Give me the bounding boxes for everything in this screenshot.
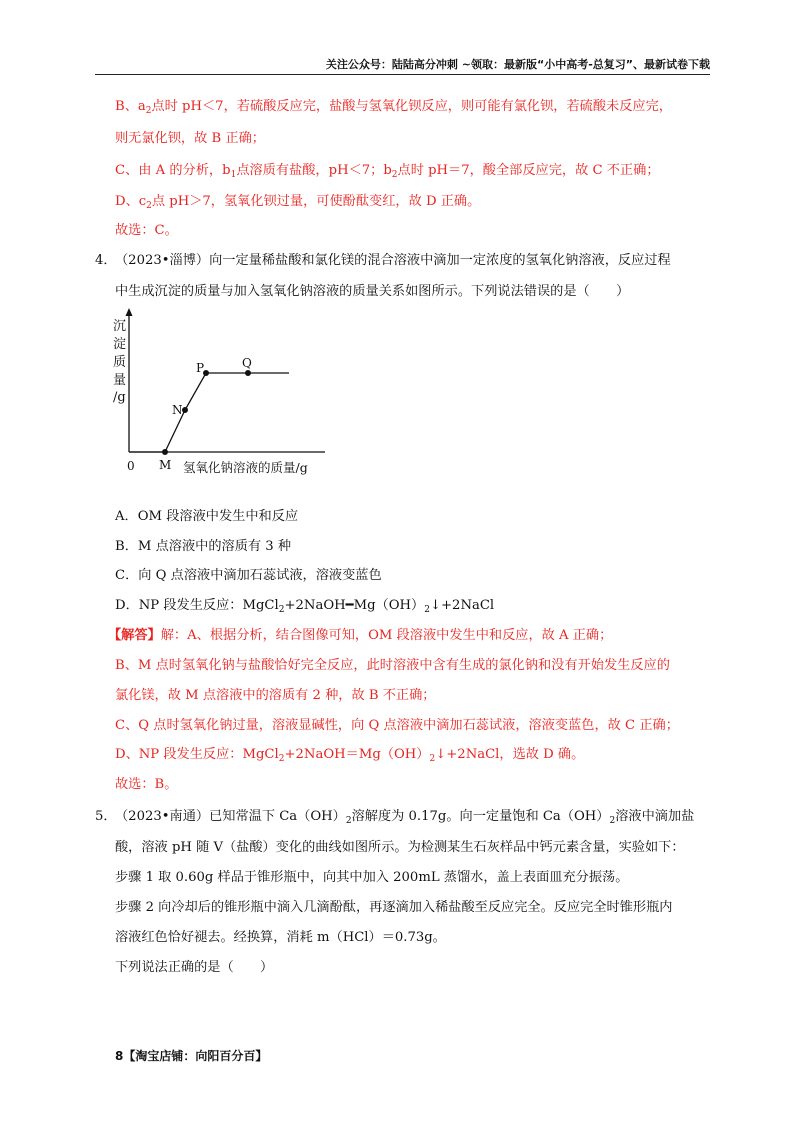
q4-stem-line1: （2023•淄博）向一定量稀盐酸和氯化镁的混合溶液中滴加一定浓度的氢氧化钠溶液，反应过程 xyxy=(115,253,671,268)
q4-answer-a: 【解答】解：A、根据分析，结合图像可知，OM 段溶液中发生中和反应，故 A 正确； xyxy=(108,628,613,643)
y-label-char-1: 沉 xyxy=(113,319,127,334)
sediment-curve xyxy=(129,373,289,452)
origin-label: 0 xyxy=(127,459,135,473)
point-n-label: N xyxy=(172,403,183,417)
prev-answer-b-line1: B、$a_2$点时 pH＜7，若硫酸反应完，盐酸与氢氧化钡反应，则可能有氯化钡，若硫酸未反应完， xyxy=(115,99,672,116)
prev-answer-c: C、由 A 的分析，$b_1$点溶质有盐酸，pH＜7；$b_2$点时 pH＝7，酸全部反应完，故 C 不正确； xyxy=(115,163,660,180)
y-label-char-3: 质 xyxy=(113,355,127,370)
q5-step1: 步骤 1 取 0.60g 样品于锥形瓶中，向其中加入 200mL 蒸馏水，盖上表面皿充分振荡。 xyxy=(115,870,629,885)
point-m-label: M xyxy=(159,458,172,472)
point-q xyxy=(245,370,251,376)
q4-option-b: B．M 点溶液中的溶质有 3 种 xyxy=(115,539,292,554)
prev-answer-d: D、$c_2$点 pH＞7，氢氧化钡过量，可使酚酞变红，故 D 正确。 xyxy=(115,194,481,211)
point-m xyxy=(162,449,168,455)
point-p-label: P xyxy=(196,361,205,375)
x-axis-label: 氢氧化钠溶液的质量/g xyxy=(183,460,308,475)
q4-answer-conclusion: 故选：B。 xyxy=(115,777,178,792)
y-label-char-5: /g xyxy=(113,390,126,405)
q4-number: 4． xyxy=(95,253,117,268)
y-label-char-4: 量 xyxy=(113,373,127,388)
q4-answer-b-line1: B、M 点时氢氧化钠与盐酸恰好完全反应，此时溶液中含有生成的氯化钠和没有开始发生反应的 xyxy=(115,658,670,673)
q5-prompt: 下列说法正确的是（ ） xyxy=(115,960,274,975)
q5-stem-line2: 酸，溶液 pH 随 V（盐酸）变化的曲线如图所示。为检测某生石灰样品中钙元素含量，实验如下： xyxy=(115,840,685,855)
point-n xyxy=(182,407,188,413)
q5-stem-line1: （2023•南通）已知常温下 $Ca(OH)_2$溶解度为 0.17g。向一定量饱和 $Ca(OH)_2$溶液中滴加盐 xyxy=(115,809,695,826)
page-header xyxy=(95,52,710,75)
q4-figure xyxy=(105,302,345,487)
q4-answer-d: D、NP 段发生反应：$MgCl_2+2NaOH=Mg(OH)_2↓+2NaCl$，选故 D 确。 xyxy=(115,747,585,764)
q4-option-c: C．向 Q 点溶液中滴加石蕊试液，溶液变蓝色 xyxy=(115,568,382,583)
prev-answer-conclusion: 故选：C。 xyxy=(115,223,178,238)
prev-answer-b-line2: 则无氯化钡，故 B 正确； xyxy=(115,131,265,146)
point-q-label: Q xyxy=(242,356,252,370)
y-axis-arrow xyxy=(126,308,133,316)
q5-step2-line2: 溶液红色恰好褪去。经换算，消耗 m（HCl）＝0.73g。 xyxy=(115,930,446,945)
q4-answer-b-line2: 氯化镁，故 M 点溶液中的溶质有 2 种，故 B 不正确； xyxy=(115,688,436,703)
header-text: 关注公众号：陆陆高分冲刺 ~领取：最新版“小中高考-总复习”、最新试卷下载 xyxy=(325,58,710,71)
page-footer: 8【淘宝店铺：向阳百分百】 xyxy=(115,1049,268,1063)
q4-answer-c: C、Q 点时氢氧化钠过量，溶液显碱性，向 Q 点溶液中滴加石蕊试液，溶液变蓝色，故 C 正确； xyxy=(115,718,679,733)
q4-stem-line2: 中生成沉淀的质量与加入氢氧化钠溶液的质量关系如图所示。下列说法错误的是（ ） xyxy=(115,284,630,299)
q5-step2-line1: 步骤 2 向冷却后的锥形瓶中滴入几滴酚酞，再逐滴加入稀盐酸至反应完全。反应完全时锥形瓶内 xyxy=(115,900,673,915)
q4-option-d: D．NP 段发生反应：$MgCl_2+2NaOH━Mg(OH)_2↓+2NaCl$ xyxy=(115,598,495,615)
answer-tag: 【解答】 xyxy=(108,628,161,643)
q4-option-a: A．OM 段溶液中发生中和反应 xyxy=(115,509,299,524)
y-label-char-2: 淀 xyxy=(113,337,127,352)
q5-number: 5． xyxy=(95,809,117,824)
